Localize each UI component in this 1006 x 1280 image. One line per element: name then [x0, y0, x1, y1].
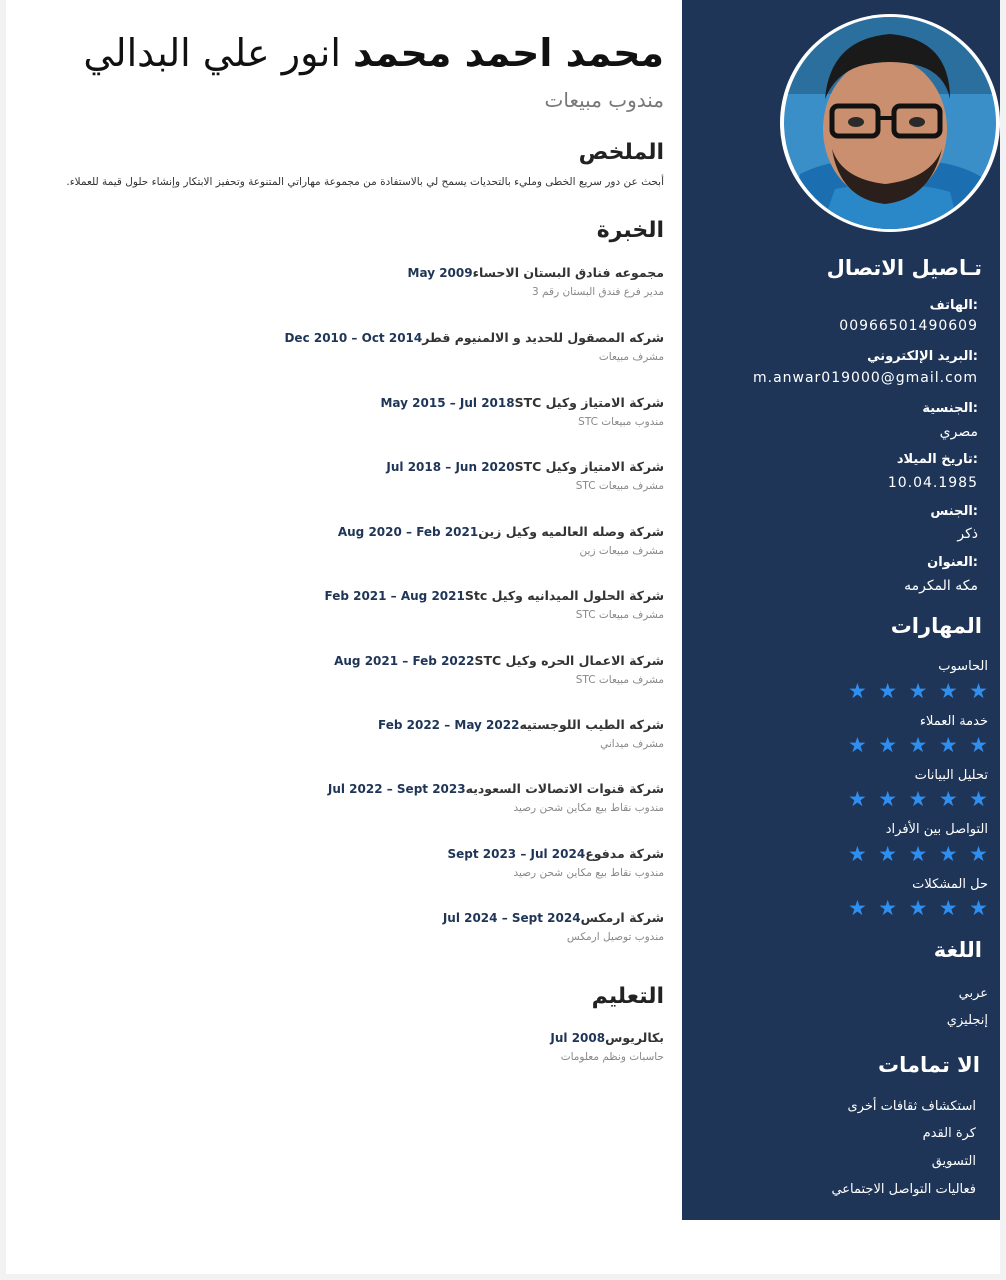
star-icon: ★: [848, 733, 867, 757]
experience-company: شركة الاعمال الحره وكيل STC: [474, 653, 664, 668]
contact-label-address: العنوان:: [927, 555, 978, 570]
experience-item: [50, 653, 664, 686]
star-icon: ★: [848, 787, 867, 811]
skill-label: حل المشكلات: [912, 877, 988, 892]
experience-dates: Aug 2021 – Feb 2022: [334, 654, 475, 668]
name-bold: محمد احمد محمد: [353, 31, 664, 75]
experience-company: شركه الطيب اللوجستيه: [519, 717, 664, 732]
skill-rating: [848, 788, 988, 810]
education-item: [50, 1030, 664, 1063]
star-icon: ★: [878, 896, 898, 920]
star-icon: ★: [878, 787, 898, 811]
summary-text: أبحث عن دور سريع الخطى ومليء بالتحديات يسمح لي بالاستفادة من مجموعة مهاراتي المتنوعة وتحفيز الابتكار وإنشاء حلول قيمة للعملاء.: [66, 176, 664, 188]
skill-rating: [848, 680, 988, 702]
contact-label-email: البريد الإلكتروني:: [867, 349, 978, 364]
experience-company: مجموعه فنادق البستان الاحساء: [472, 265, 664, 280]
contact-label-birthdate: تاريخ الميلاد:: [896, 452, 978, 467]
profile-photo-image: [780, 14, 1000, 232]
skills-heading: المهارات: [890, 614, 982, 638]
star-icon: ★: [908, 842, 928, 866]
experience-company: شركة ارمكس: [580, 910, 664, 925]
experience-dates: Feb 2021 – Aug 2021: [324, 589, 465, 603]
experience-company: شركة وصله العالميه وكيل زين: [478, 524, 664, 539]
education-degree: بكالريوس: [605, 1030, 664, 1045]
experience-role: مندوب مبيعات STC: [578, 416, 664, 428]
star-icon: ★: [969, 679, 988, 703]
experience-dates: Jul 2018 – Jun 2020: [386, 460, 515, 474]
star-icon: ★: [969, 842, 988, 866]
star-icon: ★: [938, 896, 958, 920]
contact-label-nationality: الجنسية:: [922, 401, 978, 416]
star-icon: ★: [878, 733, 898, 757]
experience-role: مندوب توصيل ارمكس: [566, 931, 664, 943]
profile-photo: [780, 14, 1000, 232]
star-icon: ★: [969, 733, 988, 757]
experience-item: [50, 395, 664, 428]
experience-dates: Aug 2020 – Feb 2021: [337, 525, 479, 539]
experience-role: مشرف مبيعات STC: [575, 609, 664, 621]
star-icon: ★: [938, 842, 958, 866]
contact-value-nationality: مصري: [939, 424, 978, 440]
interest-item: كرة القدم: [922, 1126, 976, 1141]
experience-item: [50, 781, 664, 814]
experience-item: [50, 459, 664, 492]
experience-item: [50, 846, 664, 879]
skill-rating: [848, 897, 988, 919]
experience-dates: Feb 2022 – May 2022: [378, 718, 520, 732]
experience-company: شركه المصقول للحديد و الالمنيوم قطر: [422, 330, 664, 345]
experience-company: شركة مدفوع: [585, 846, 664, 861]
star-icon: ★: [908, 787, 928, 811]
contact-heading: تـاصيل الاتصال: [826, 256, 982, 280]
experience-company: شركة الحلول الميدانيه وكيل Stc: [464, 588, 664, 603]
full-name: [83, 28, 664, 78]
experience-dates: Dec 2010 – Oct 2014: [284, 331, 423, 345]
experience-item: [50, 910, 664, 943]
star-icon: ★: [938, 733, 958, 757]
skill-rating: [848, 734, 988, 756]
interest-item: فعاليات التواصل الاجتماعي: [831, 1182, 976, 1197]
education-field: حاسبات ونظم معلومات: [560, 1051, 664, 1063]
skill-label: الحاسوب: [938, 659, 988, 674]
experience-role: مشرف مبيعات STC: [575, 674, 664, 686]
experience-dates: May 2009: [407, 266, 473, 280]
star-icon: ★: [848, 896, 867, 920]
contact-value-address: مكه المكرمه: [904, 578, 978, 594]
experience-dates: Jul 2024 – Sept 2024: [442, 911, 581, 925]
experience-role: مشرف ميداني: [600, 738, 664, 750]
star-icon: ★: [969, 787, 988, 811]
languages-heading: اللغة: [933, 938, 982, 962]
contact-value-email: m.anwar019000@gmail.com: [752, 370, 978, 386]
contact-label-phone: الهاتف:: [929, 298, 978, 313]
experience-item: [50, 717, 664, 750]
contact-value-birthdate: 10.04.1985: [887, 475, 978, 491]
star-icon: ★: [969, 896, 988, 920]
experience-role: مشرف مبيعات STC: [575, 480, 664, 492]
job-title: مندوب مبيعات: [544, 88, 664, 112]
star-icon: ★: [908, 896, 928, 920]
star-icon: ★: [938, 679, 958, 703]
experience-company: شركة الامتياز وكيل STC: [514, 395, 664, 410]
experience-dates: Sept 2023 – Jul 2024: [447, 847, 586, 861]
experience-company: شركة قنوات الاتصالات السعوديه: [465, 781, 664, 796]
star-icon: ★: [848, 842, 867, 866]
star-icon: ★: [878, 842, 898, 866]
interests-heading: الا تمامات: [878, 1053, 980, 1077]
experience-role: مشرف مبيعات زين: [579, 545, 664, 557]
experience-item: [50, 524, 664, 557]
experience-item: [50, 330, 664, 363]
experience-heading: الخبرة: [596, 218, 664, 243]
name-light: انور علي البدالي: [83, 31, 341, 75]
experience-role: مندوب نقاط بيع مكاين شحن رصيد: [513, 802, 664, 814]
interest-item: استكشاف ثقافات أخرى: [847, 1099, 976, 1114]
skill-label: خدمة العملاء: [919, 714, 988, 729]
star-icon: ★: [908, 733, 928, 757]
contact-label-gender: الجنس:: [930, 504, 978, 519]
education-dates: Jul 2008: [550, 1031, 606, 1045]
experience-dates: Jul 2022 – Sept 2023: [327, 782, 466, 796]
experience-role: مشرف مبيعات: [598, 351, 664, 363]
star-icon: ★: [878, 679, 898, 703]
experience-dates: May 2015 – Jul 2018: [380, 396, 515, 410]
experience-role: مدير فرع فندق البستان رقم 3: [532, 286, 664, 298]
interest-item: التسويق: [931, 1154, 976, 1169]
skill-label: التواصل بين الأفراد: [885, 822, 988, 837]
experience-role: مندوب نقاط بيع مكاين شحن رصيد: [513, 867, 664, 879]
language-item: عربي: [958, 986, 988, 1001]
contact-value-gender: ذكر: [957, 526, 978, 542]
star-icon: ★: [848, 679, 867, 703]
skill-label: تحليل البيانات: [914, 768, 988, 783]
education-heading: التعليم: [591, 984, 664, 1009]
contact-value-phone: 00966501490609: [839, 318, 978, 334]
star-icon: ★: [908, 679, 928, 703]
language-item: إنجليزي: [946, 1013, 988, 1028]
star-icon: ★: [938, 787, 958, 811]
experience-item: [50, 265, 664, 298]
experience-item: [50, 588, 664, 621]
experience-company: شركة الامتياز وكيل STC: [514, 459, 664, 474]
skill-rating: [848, 843, 988, 865]
summary-heading: الملخص: [578, 140, 664, 165]
